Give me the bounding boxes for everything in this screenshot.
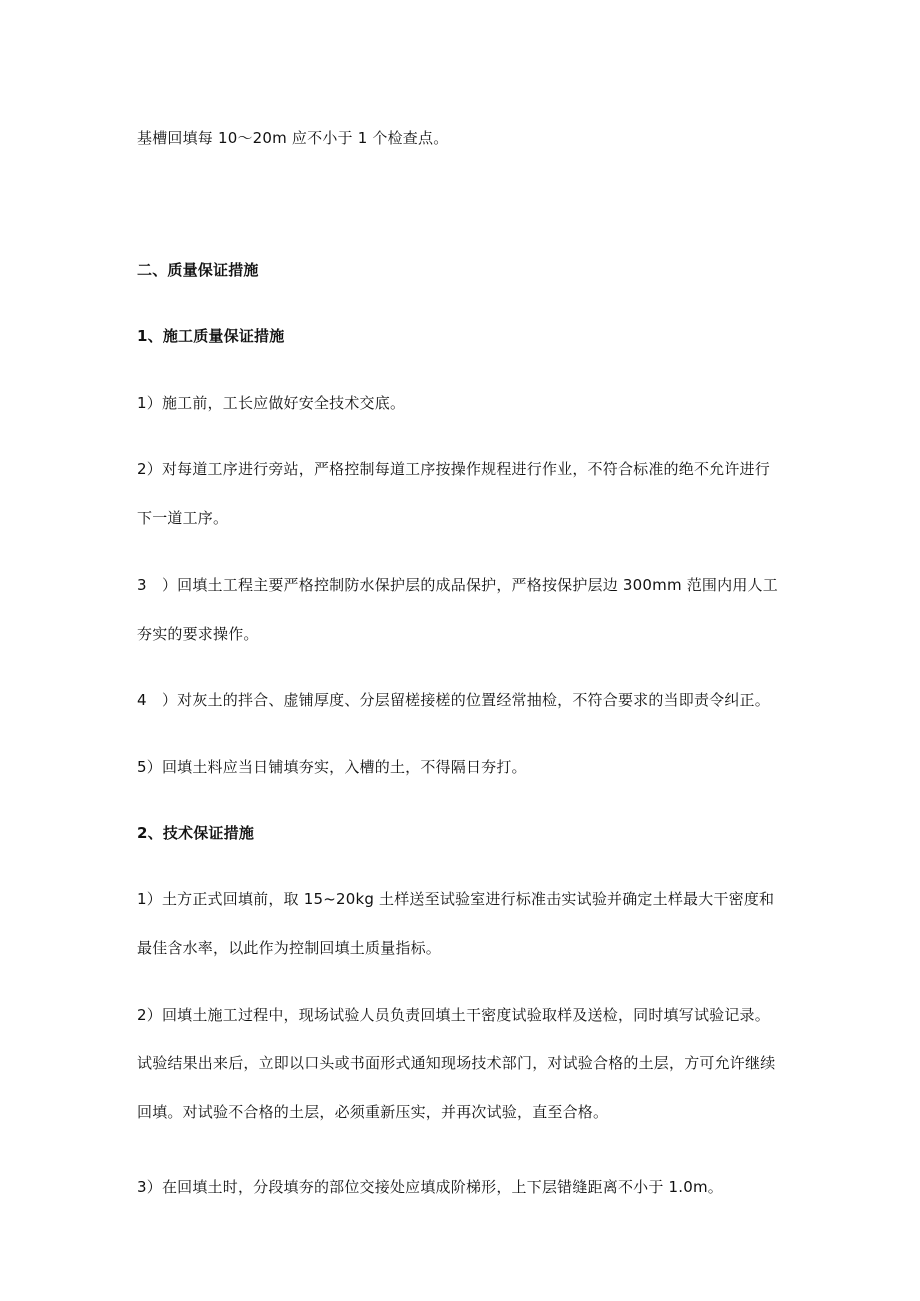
subsection-heading: 1、施工质量保证措施 xyxy=(137,327,285,345)
text-line: 2）对每道工序进行旁站，严格控制每道工序按操作规程进行作业，不符合标准的绝不允许进行 xyxy=(137,460,770,478)
section-heading: 二、质量保证措施 xyxy=(137,261,259,279)
text-line: 3）在回填土时，分段填夯的部位交接处应填成阶梯形，上下层错缝距离不小于 1.0m。 xyxy=(137,1178,723,1196)
subsection-heading: 2、技术保证措施 xyxy=(137,824,255,842)
text-line: 夯实的要求操作。 xyxy=(137,625,259,643)
text-line: 最佳含水率，以此作为控制回填土质量指标。 xyxy=(137,939,442,957)
text-line: 3 ）回填土工程主要严格控制防水保护层的成品保护，严格按保护层边 300mm 范围内用人工 xyxy=(137,576,778,594)
text-line: 1）土方正式回填前，取 15~20kg 土样送至试验室进行标准击实试验并确定土样最大干密度和 xyxy=(137,890,775,908)
text-line: 4 ）对灰土的拌合、虚铺厚度、分层留槎接槎的位置经常抽检，不符合要求的当即责令纠正。 xyxy=(137,691,770,709)
text-line: 5）回填土料应当日铺填夯实，入槽的土，不得隔日夯打。 xyxy=(137,758,527,776)
text-line: 2）回填土施工过程中，现场试验人员负责回填土干密度试验取样及送检，同时填写试验记录。 xyxy=(137,1006,770,1024)
text-line: 基槽回填每 10～20m 应不小于 1 个检查点。 xyxy=(137,129,449,147)
text-line: 试验结果出来后，立即以口头或书面形式通知现场技术部门，对试验合格的土层，方可允许继续 xyxy=(137,1054,776,1072)
text-line: 回填。对试验不合格的土层，必须重新压实，并再次试验，直至合格。 xyxy=(137,1103,609,1121)
text-line: 1）施工前，工长应做好安全技术交底。 xyxy=(137,394,406,412)
text-line: 下一道工序。 xyxy=(137,509,229,527)
